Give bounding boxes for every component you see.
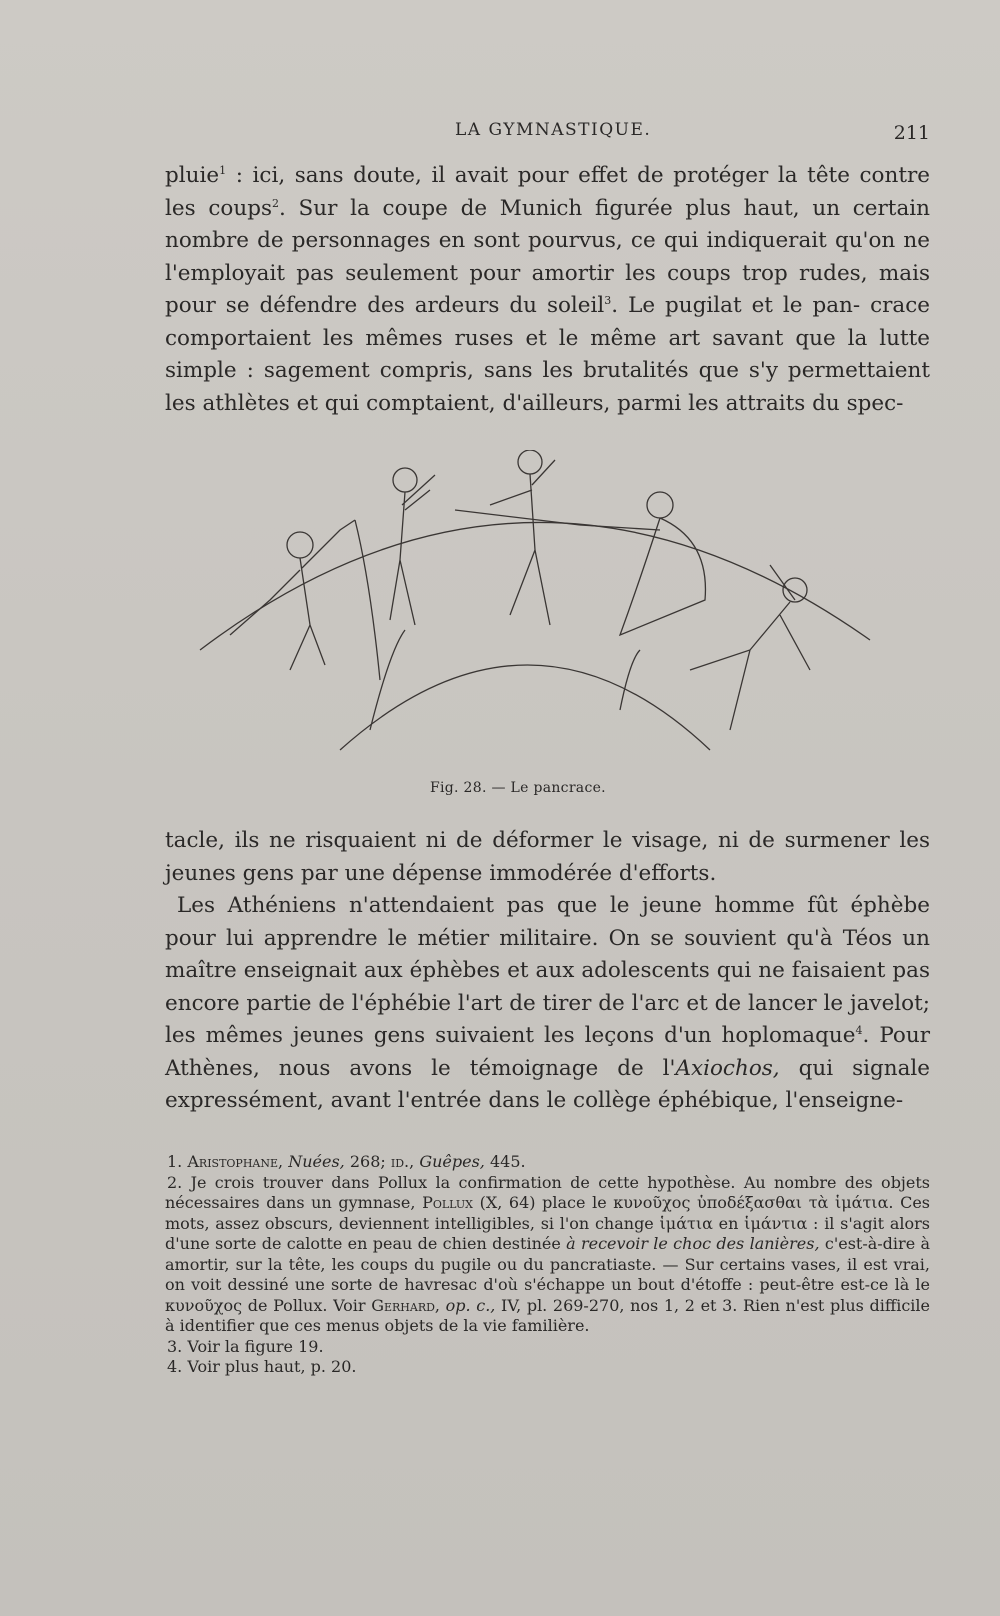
work-title: Guêpes, <box>419 1152 485 1171</box>
author-name: Gerhard, <box>371 1295 441 1315</box>
work-title: Nuées, <box>288 1152 345 1171</box>
text-run: 268; <box>344 1152 391 1171</box>
running-head <box>165 120 930 150</box>
footnote-number: 1. <box>167 1152 183 1171</box>
text-run: id., <box>390 1152 415 1171</box>
italic-phrase: à recevoir le choc des lanières, <box>566 1234 820 1253</box>
footnote-3 <box>165 1337 930 1358</box>
text-run: qui signale expressément, avant l'entrée dans le collège éphébique, l'enseigne- <box>165 1055 931 1113</box>
text-run: c'est-à-dire à amortir, sur la tête, les coups du pugile ou du pancratiaste. — Sur certains vases, il est vrai, on voit dessiné une sorte de havresac d'où s'échappe un bout d'étoffe : peut-être est-ce là le κυνοῦχος de Pollux. Voir <box>165 1234 931 1315</box>
footnote-number: 4. <box>167 1357 183 1376</box>
paragraph-tail: tacle, ils ne risquaient ni de déformer le visage, ni de surmener les jeunes gens par une dépense immodérée d'efforts. <box>165 828 930 886</box>
text-run: 445. <box>484 1152 526 1171</box>
footnote-1 <box>165 1152 930 1173</box>
footnote-ref: 4 <box>855 1023 863 1037</box>
footnote-number: 3. <box>167 1336 183 1356</box>
page-number: 211 <box>893 122 930 144</box>
paragraph-continued <box>165 160 930 420</box>
footnote-number: 2. <box>167 1172 183 1192</box>
text-run: Les Athéniens n'attendaient pas que le jeune homme fût éphèbe pour lui apprendre le métier militaire. On se souvient qu'à Téos un maître enseignait aux éphèbes et aux adolescents qui ne faisaient pas encore partie de l'éphébie l'art de tirer de l'arc et de lancer le javelot; les mêmes jeunes gens suivaient les leçons d'un hoplomaque <box>165 893 930 1048</box>
running-title: LA GYMNASTIQUE. <box>455 120 652 140</box>
work-title: op. c., <box>445 1295 496 1315</box>
footnote-4 <box>165 1357 930 1378</box>
text-run: . Sur la coupe de Munich figurée plus haut, un certain nombre de personnages en sont pourvus, ce qui indiquerait qu'on ne l'employait pas seulement pour amortir les coups trop rudes, mais pour se défendre des ardeurs du soleil <box>165 195 930 318</box>
footnote-ref: 2 <box>272 196 279 210</box>
vase-illustration <box>190 450 910 780</box>
work-title: Axiochos, <box>675 1055 780 1081</box>
author-name: Aristophane, <box>187 1152 284 1171</box>
text-run: IV, pl. 269-270, nos 1, 2 et 3. Rien n'est plus difficile à identifier que ces menus objets de la vie familière. <box>165 1295 930 1335</box>
footnote-ref: 1 <box>219 163 227 177</box>
figure-pancrace <box>190 450 910 780</box>
text-run: Voir plus haut, p. 20. <box>182 1357 357 1376</box>
text-run: Je crois trouver dans Pollux la confirmation de cette hypothèse. Au nombre des objets nécessaires dans un gymnase, <box>165 1172 930 1212</box>
footnote-2 <box>165 1173 930 1337</box>
paragraph-after-figure <box>165 825 930 1118</box>
text-run: . Le pugilat et le pan- <box>611 293 861 318</box>
text-run: (X, 64) place le κυνοῦχος ὑποδέξασθαι τὰ ἱμάτια. Ces mots, assez obscurs, deviennent intelligibles, si l'on change ἱμάτια en ἱμάντια : il s'agit alors d'une sorte de calotte en peau de chien destinée <box>165 1193 930 1253</box>
text-run: : ici, sans doute, il avait pour effet de protéger la tête contre les coups <box>165 163 930 221</box>
text-run: pluie <box>165 163 220 188</box>
paragraph-athenes <box>165 890 930 1118</box>
cup-inner-arc <box>340 665 710 750</box>
text-run: crace comportaient les mêmes ruses et le même art savant que la lutte simple : sagement compris, sans les brutalités que s'y permettaient les athlètes et qui comptaient, d'ailleurs, parmi les attraits du spec- <box>165 293 930 416</box>
footnotes <box>165 1152 930 1378</box>
figure-caption: Fig. 28. — Le pancrace. <box>430 780 606 796</box>
author-name: Pollux <box>422 1193 473 1212</box>
footnote-ref: 3 <box>604 293 612 307</box>
text-run: Voir la figure 19. <box>182 1336 324 1356</box>
text-run: . Pour Athènes, nous avons le témoignage de l' <box>165 1023 930 1081</box>
